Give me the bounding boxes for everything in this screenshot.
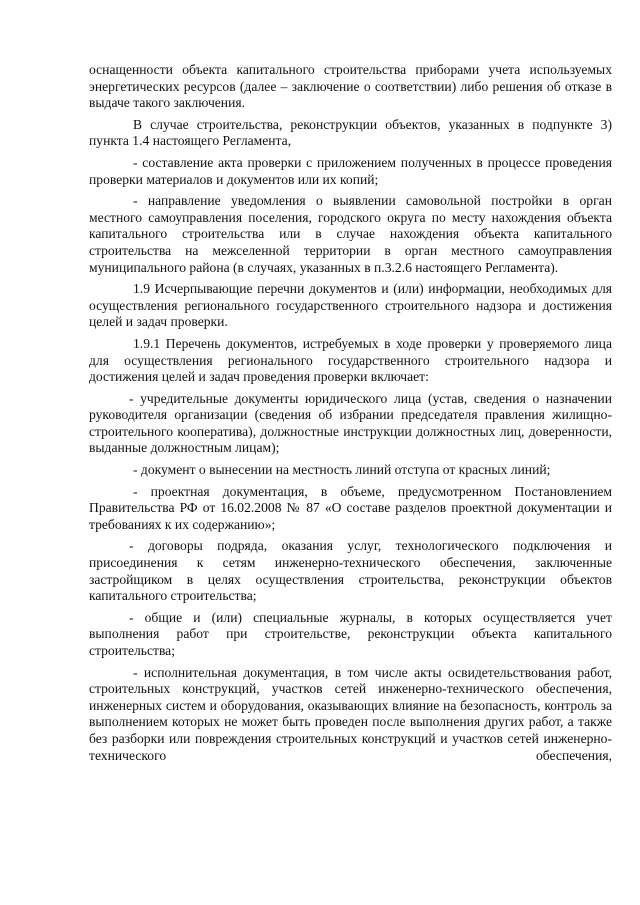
paragraph-section-1-9-1: 1.9.1 Перечень документов, истребуемых в ходе проверки у проверяемого лица для осуществления регионального государственного строительного надзора и достижения целей и задач проведения проверки включает: [89,335,612,385]
paragraph-inspection-act: - составление акта проверки с приложением полученных в процессе проведения проверки материалов и документов или их копий; [89,154,612,187]
paragraph-section-1-9: 1.9 Исчерпывающие перечни документов и (или) информации, необходимых для осуществления регионального государственного строительного надзора и достижения целей и задач проверки. [89,281,612,330]
paragraph-continuation: оснащенности объекта капитального строительства приборами учета используемых энергетических ресурсов (далее – заключение о соответствии) либо решения об отказе в выдаче такого заключения. [89,62,612,111]
paragraph-unauthorized-building-notice: - направление уведомления о выявлении самовольной постройки в орган местного самоуправления поселения, городского округа по месту нахождения объекта капитального строительства или в случае нахождения объекта капитального строительства на межселенной территории в орган местного самоуправления муниципального района (в случаях, указанных в п.3.2.6 настоящего Регламента). [89,193,612,275]
list-item-setback-document: - документ о вынесении на местность линий отступа от красных линий; [133,462,551,478]
list-item-constituent-documents: - учредительные документы юридического лица (устав, сведения о назначении руководителя организации (сведения об избрании председателя правления жилищно-строительного кооператива), должностные инструкции должностных лиц, доверенности, выданные должностным лицам); [89,390,612,456]
paragraph-construction-case: В случае строительства, реконструкции объектов, указанных в подпункте 3) пункта 1.4 настоящего Регламента, [89,116,612,149]
list-item-executive-documentation: - исполнительная документация, в том числе акты освидетельствования работ, строительных конструкций, участков сетей инженерно-технического обеспечения, инженерных систем и оборудования, оказывающих влияние на безопасность, контроль за выполнением которых не может быть проведен после выполнения других работ, а также без разборки или повреждения строительных конструкций и участков сетей инженерно-технического обеспечения, [89,664,612,763]
list-item-project-documentation: - проектная документация, в объеме, предусмотренном Постановлением Правительства РФ от 16.02.2008 № 87 «О составе разделов проектной документации и требованиях к их содержанию»; [89,483,612,532]
list-item-journals: - общие и (или) специальные журналы, в которых осуществляется учет выполнения работ при строительстве, реконструкции объекта капитального строительства; [89,609,612,658]
list-item-contracts: - договоры подряда, оказания услуг, технологического подключения и присоединения к сетям инженерно-технического обеспечения, заключенные застройщиком в целях осуществления строительства, реконструкции объектов капитального строительства; [89,538,612,604]
